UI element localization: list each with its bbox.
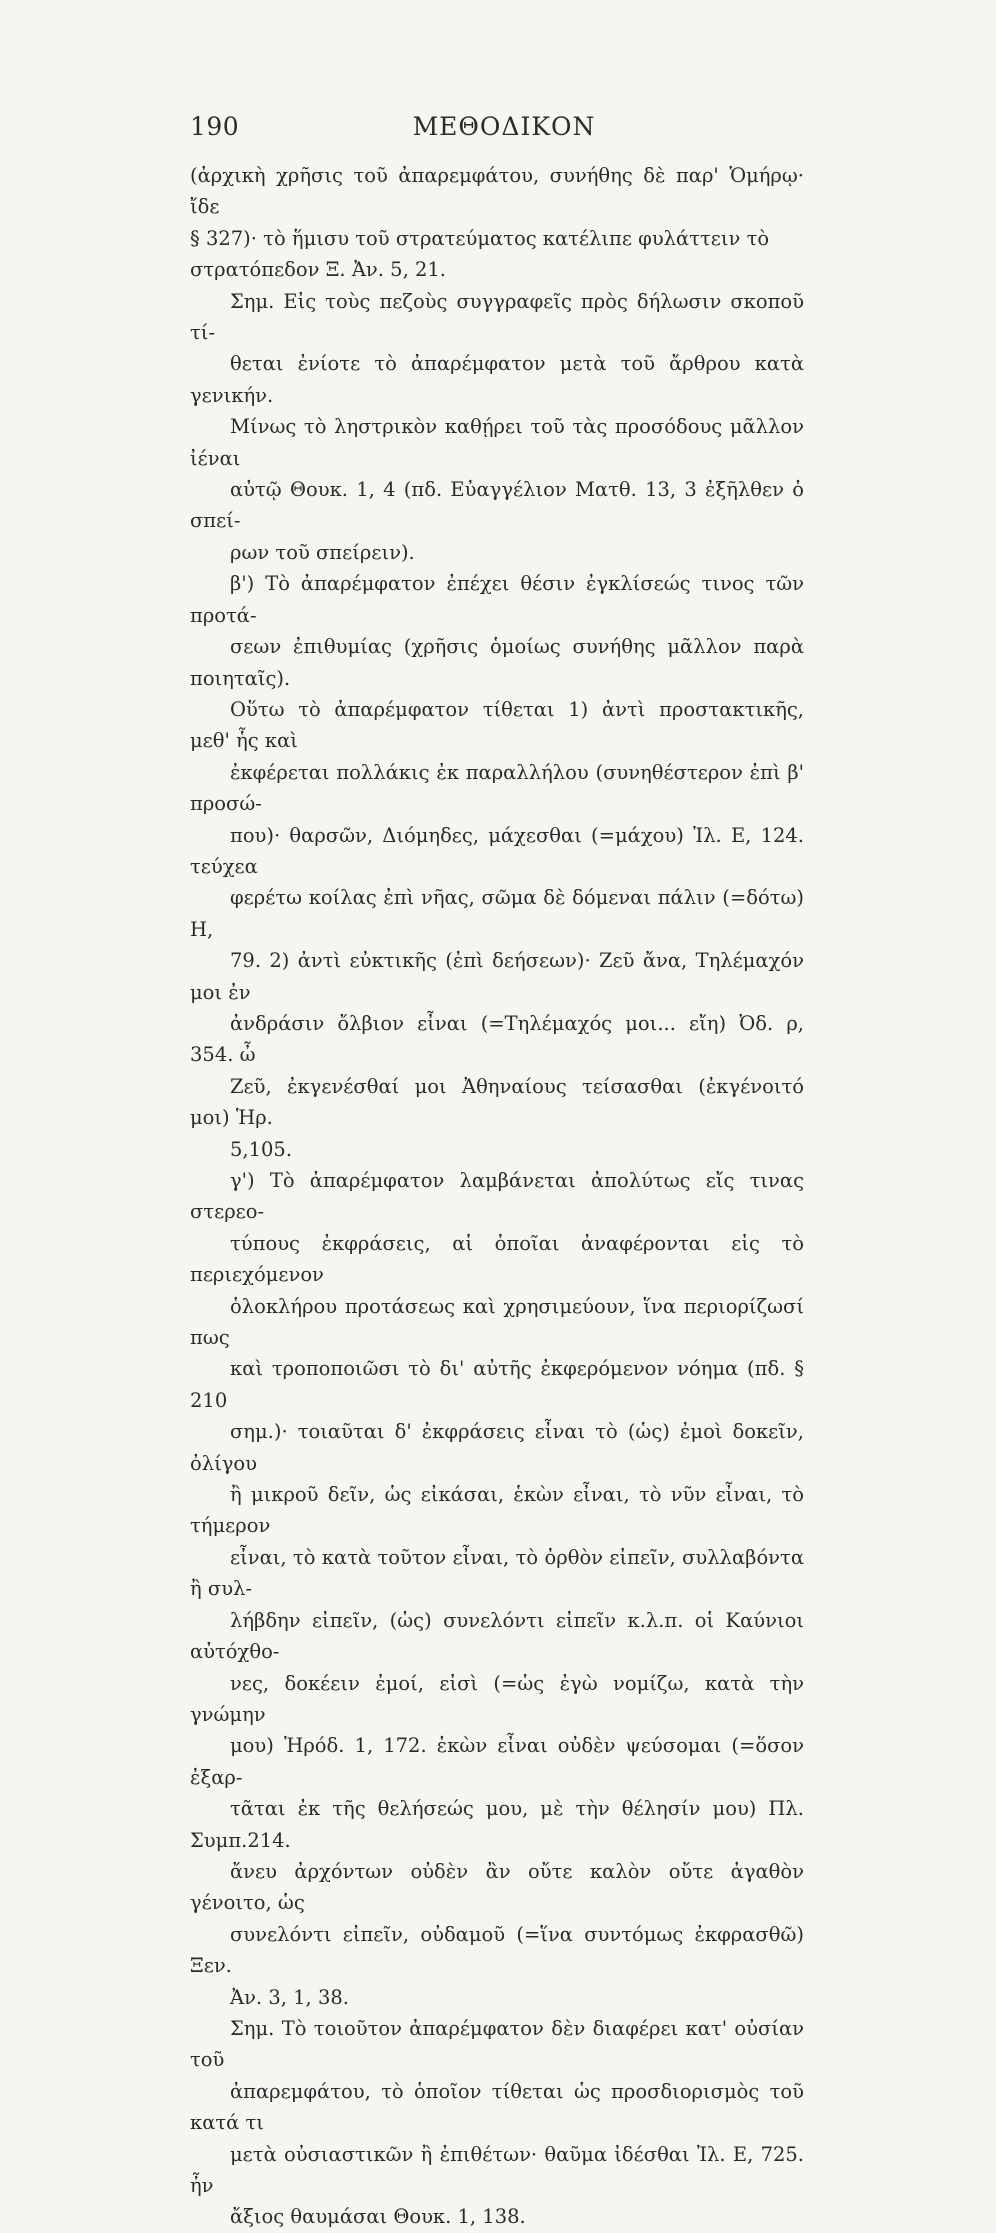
text-line: 79. 2) ἀντὶ εὐκτικῆς (ἐπὶ δεήσεων)· Ζεῦ ἄνα, Τηλέμαχόν μοι ἐν bbox=[190, 949, 804, 1004]
text-line: ἄνευ ἀρχόντων οὐδὲν ἂν οὔτε καλὸν οὔτε ἀγαθὸν γένοιτο, ὡς bbox=[190, 1859, 804, 1915]
text-line: που)· θαρσῶν, Διόμηδες, μάχεσθαι (=μάχου) Ἰλ. Ε, 124. τεύχεα bbox=[190, 823, 804, 878]
text-line: καὶ τροποποιῶσι τὸ δι' αὐτῆς ἐκφερόμενον νόημα (πδ. § 210 bbox=[190, 1357, 804, 1412]
text-line: β') Τὸ ἀπαρέμφατον ἐπέχει θέσιν ἐγκλίσεώς τινος τῶν προτά- bbox=[190, 572, 804, 627]
text-line: τᾶται ἐκ τῆς θελήσεώς μου, μὲ τὴν θέλησίν μου) Πλ. Συμπ.214. bbox=[190, 1797, 804, 1852]
text-line: ἢ μικροῦ δεῖν, ὡς εἰκάσαι, ἑκὼν εἶναι, τὸ νῦν εἶναι, τὸ τήμερον bbox=[190, 1483, 804, 1538]
text-line: σεων ἐπιθυμίας (χρῆσις ὁμοίως συνήθης μᾶλλον παρὰ ποιηταῖς). bbox=[190, 635, 804, 690]
paragraph bbox=[190, 2013, 804, 2233]
running-title: ΜΕΘΟΔΙΚΟΝ bbox=[412, 112, 596, 141]
text-line: συνελόντι εἰπεῖν, οὐδαμοῦ (=ἵνα συντόμως ἐκφρασθῶ) Ξεν. bbox=[190, 1922, 804, 1978]
text-line: αὐτῷ Θουκ. 1, 4 (πδ. Εὐαγγέλιον Ματθ. 13, 3 ἐξῆλθεν ὁ σπεί- bbox=[190, 478, 804, 533]
text-line: ἀπαρεμφάτου, τὸ ὁποῖον τίθεται ὡς προσδιορισμὸς τοῦ κατά τι bbox=[190, 2079, 804, 2135]
text-line: τύπους ἐκφράσεις, αἱ ὁποῖαι ἀναφέρονται εἰς τὸ περιεχόμενον bbox=[190, 1231, 804, 1287]
paragraph bbox=[190, 1165, 804, 2013]
text-line: Σημ. Εἰς τοὺς πεζοὺς συγγραφεῖς πρὸς δήλωσιν σκοποῦ τί- bbox=[190, 289, 804, 345]
page-number: 190 bbox=[190, 112, 240, 141]
text-line: γ') Τὸ ἀπαρέμφατον λαμβάνεται ἀπολύτως εἴς τινας στερεο- bbox=[190, 1169, 804, 1224]
text-line: μου) Ἡρόδ. 1, 172. ἑκὼν εἶναι οὐδὲν ψεύσομαι (=ὅσον ἐξαρ- bbox=[190, 1734, 804, 1789]
text-line: ὁλοκλήρου προτάσεως καὶ χρησιμεύουν, ἵνα περιορίζωσί πως bbox=[190, 1294, 804, 1350]
text-line: Ἀν. 3, 1, 38. bbox=[230, 1985, 349, 2009]
text-line: Μίνως τὸ ληστρικὸν καθῄρει τοῦ τὰς προσόδους μᾶλλον ἰέναι bbox=[190, 415, 804, 470]
body-text bbox=[190, 160, 804, 2233]
text-line: ρων τοῦ σπείρειν). bbox=[230, 540, 415, 564]
paragraph bbox=[190, 286, 804, 569]
text-line: φερέτω κοίλας ἐπὶ νῆας, σῶμα δὲ δόμεναι πάλιν (=δότω) Η, bbox=[190, 886, 804, 941]
page-header bbox=[190, 100, 804, 150]
text-line: σημ.)· τοιαῦται δ' ἐκφράσεις εἶναι τὸ (ὡς) ἐμοὶ δοκεῖν, ὀλίγου bbox=[190, 1420, 804, 1475]
text-line: ἄξιος θαυμάσαι Θουκ. 1, 138. bbox=[230, 2205, 526, 2229]
text-line: ἀνδράσιν ὄλβιον εἶναι (=Τηλέμαχός μοι... εἴη) Ὀδ. ρ, 354. ὦ bbox=[190, 1011, 804, 1067]
text-line: εἶναι, τὸ κατὰ τοῦτον εἶναι, τὸ ὀρθὸν εἰπεῖν, συλλαβόντα ἢ συλ- bbox=[190, 1545, 804, 1601]
text-line: § 327)· τὸ ἥμισυ τοῦ στρατεύματος κατέλιπε φυλάττειν τὸ bbox=[190, 226, 770, 250]
text-line: μετὰ οὐσιαστικῶν ἢ ἐπιθέτων· θαῦμα ἰδέσθαι Ἰλ. Ε, 725. ἦν bbox=[190, 2142, 804, 2197]
text-line: (ἀρχικὴ χρῆσις τοῦ ἀπαρεμφάτου, συνήθης δὲ παρ' Ὁμήρῳ· ἴδε bbox=[190, 164, 804, 219]
text-line: Σημ. Τὸ τοιοῦτον ἀπαρέμφατον δὲν διαφέρει κατ' οὐσίαν τοῦ bbox=[190, 2016, 804, 2072]
text-line: στρατόπεδον Ξ. Ἀν. 5, 21. bbox=[190, 258, 446, 282]
text-line: Ζεῦ, ἐκγενέσθαί μοι Ἀθηναίους τείσασθαι (ἐκγένοιτό μοι) Ἡρ. bbox=[190, 1074, 804, 1130]
text-line: θεται ἐνίοτε τὸ ἀπαρέμφατον μετὰ τοῦ ἄρθρου κατὰ γενικήν. bbox=[190, 352, 804, 407]
paragraph bbox=[190, 160, 804, 286]
text-line: νες, δοκέειν ἐμοί, εἰσὶ (=ὡς ἐγὼ νομίζω, κατὰ τὴν γνώμην bbox=[190, 1671, 804, 1726]
text-line: Οὕτω τὸ ἀπαρέμφατον τίθεται 1) ἀντὶ προστακτικῆς, μεθ' ἧς καὶ bbox=[190, 697, 804, 753]
paragraph bbox=[190, 568, 804, 1165]
text-line: 5,105. bbox=[230, 1137, 293, 1161]
text-line: ἐκφέρεται πολλάκις ἐκ παραλλήλου (συνηθέστερον ἐπὶ β' προσώ- bbox=[190, 760, 804, 816]
text-line: λήβδην εἰπεῖν, (ὡς) συνελόντι εἰπεῖν κ.λ.π. οἱ Καύνιοι αὐτόχθο- bbox=[190, 1608, 804, 1664]
